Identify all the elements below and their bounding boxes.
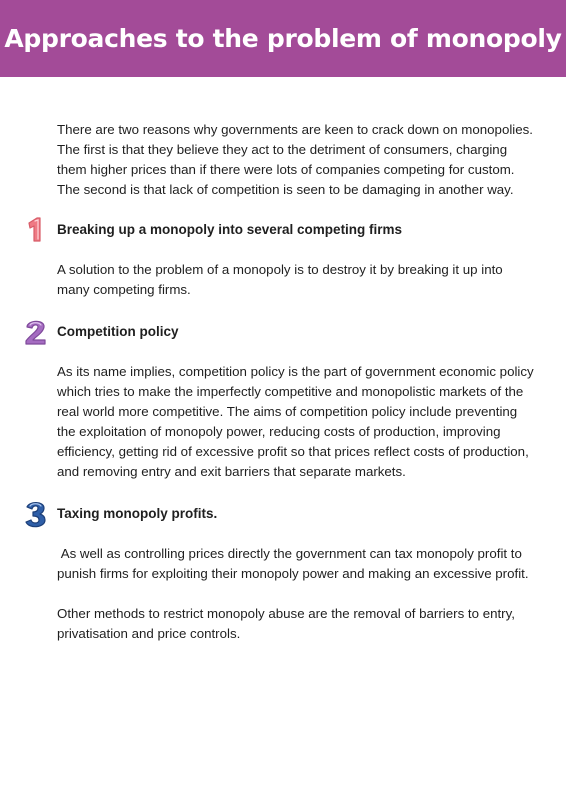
number-3-icon (23, 498, 49, 530)
page-title: Approaches to the problem of monopoly (4, 24, 562, 53)
section-2-body: As its name implies, competition policy is the part of government economic policy which tries to make the imperfectly competitive and monopolistic markets of the real world more competitive. The aims of competition policy include preventing the exploitation of monopoly power, reducing costs of production, improving efficiency, getting rid of excessive profit so that prices reflect costs of production, and removing entry and exit barriers that separate markets. (57, 364, 534, 479)
section-2-heading (57, 316, 537, 348)
section-3 (57, 498, 537, 584)
section-3-body: As well as controlling prices directly the government can tax monopoly profit to punish firms for exploiting their monopoly power and making an excessive profit. (57, 546, 529, 581)
number-2-icon (23, 316, 49, 348)
section-2-title: Competition policy (57, 324, 179, 339)
intro-paragraph: There are two reasons why governments are keen to crack down on monopolies. The first is that they believe they act to the detriment of consumers, charging them higher prices than if there were lots of companies competing for custom. The second is that lack of competition is seen to be damaging in another way. (57, 122, 533, 197)
section-1 (57, 214, 537, 300)
section-2 (57, 316, 537, 482)
section-3-heading (57, 498, 537, 530)
header-banner (0, 0, 566, 77)
closing-paragraph: Other methods to restrict monopoly abuse are the removal of barriers to entry, privatisation and price controls. (57, 606, 515, 641)
section-1-body: A solution to the problem of a monopoly is to destroy it by breaking it up into many competing firms. (57, 262, 503, 297)
section-1-heading (57, 214, 537, 246)
number-1-icon (23, 214, 49, 246)
section-1-title: Breaking up a monopoly into several competing firms (57, 222, 403, 237)
section-3-title: Taxing monopoly profits. (57, 506, 218, 521)
document-body (57, 120, 537, 644)
